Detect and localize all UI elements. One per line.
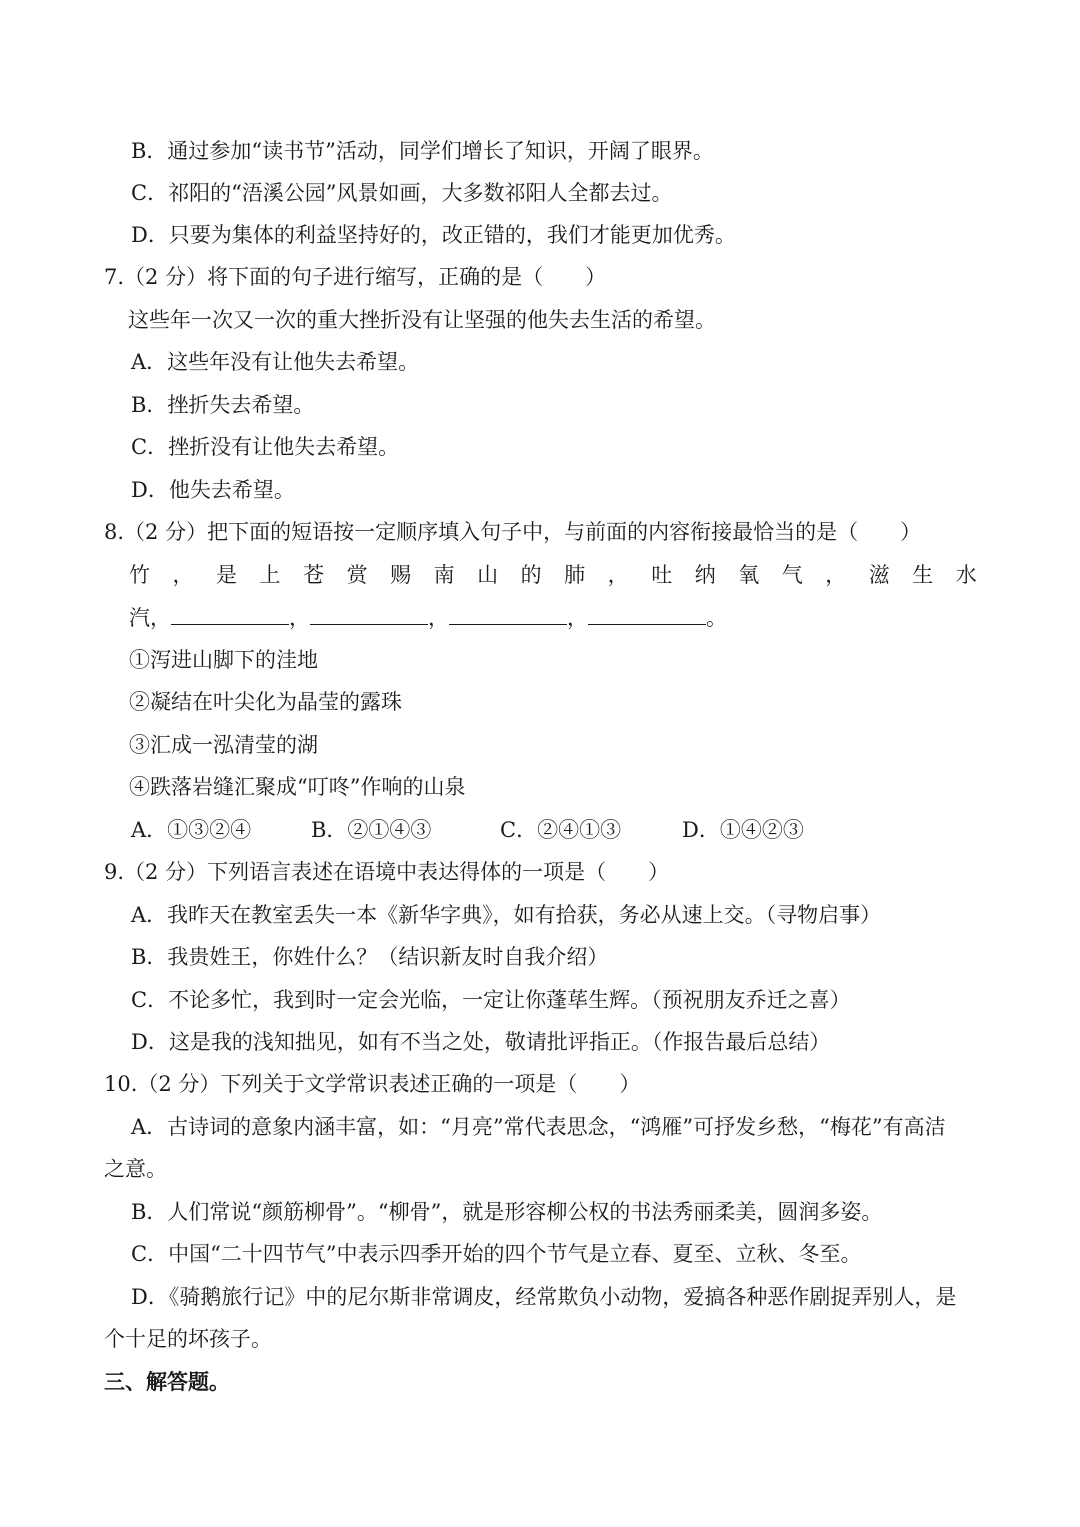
passage-char: 是 xyxy=(216,563,238,587)
passage-char: 上 xyxy=(259,563,281,587)
passage-separator: ， xyxy=(567,606,588,630)
q9-option-c: C．不论多忙，我到时一定会光临，一定让你蓬荜生辉。（预祝朋友乔迁之喜） xyxy=(131,988,851,1012)
fill-blank xyxy=(310,604,428,625)
passage-separator: ， xyxy=(289,606,310,630)
passage-char: 赐 xyxy=(390,563,412,587)
passage-end: 。 xyxy=(706,606,727,630)
q9-option-d: D．这是我的浅知拙见，如有不当之处，敬请批评指正。（作报告最后总结） xyxy=(131,1030,831,1054)
q6-option-d: D．只要为集体的利益坚持好的，改正错的，我们才能更加优秀。 xyxy=(131,223,736,247)
q10-option-c: C．中国“二十四节气”中表示四季开始的四个节气是立春、夏至、立秋、冬至。 xyxy=(131,1242,862,1266)
passage-char: ， xyxy=(825,563,847,587)
q8-stem: 8.（2 分）把下面的短语按一定顺序填入句子中，与前面的内容衔接最恰当的是（ ） xyxy=(104,520,922,544)
q7-option-a: A．这些年没有让他失去希望。 xyxy=(131,350,420,374)
passage-char: 竹 xyxy=(129,563,150,587)
q10-option-a-line2: 之意。 xyxy=(104,1157,167,1181)
q10-option-d-line2: 个十足的坏孩子。 xyxy=(104,1327,272,1351)
q8-passage-line1 xyxy=(129,561,977,589)
passage-char: ， xyxy=(607,563,629,587)
q8-phrase-4: ④跌落岩缝汇聚成“叮咚”作响的山泉 xyxy=(129,775,466,799)
q8-phrase-2: ②凝结在叶尖化为晶莹的露珠 xyxy=(129,690,402,714)
q8-phrase-3: ③汇成一泓清莹的湖 xyxy=(129,733,318,757)
q7-stem: 7.（2 分）将下面的句子进行缩写，正确的是（ ） xyxy=(104,265,607,289)
q8-options xyxy=(0,816,1080,844)
q10-stem: 10.（2 分）下列关于文学常识表述正确的一项是（ ） xyxy=(104,1072,641,1096)
passage-char: 苍 xyxy=(303,563,325,587)
passage-char: 吐 xyxy=(651,563,673,587)
q9-stem: 9.（2 分）下列语言表述在语境中表达得体的一项是（ ） xyxy=(104,860,670,884)
passage-char: 的 xyxy=(520,563,542,587)
q9-option-a: A．我昨天在教室丢失一本《新华字典》，如有拾获，务必从速上交。（寻物启事） xyxy=(131,903,882,927)
q8-option-c: C．②④①③ xyxy=(500,818,622,842)
q8-passage-line2 xyxy=(129,604,727,632)
q6-option-c: C．祁阳的“浯溪公园”风景如画，大多数祁阳人全都去过。 xyxy=(131,181,673,205)
q10-option-d-line1: D．《骑鹅旅行记》中的尼尔斯非常调皮，经常欺负小动物，爱搞各种恶作剧捉弄别人，是 xyxy=(131,1285,957,1309)
section-heading: 三、解答题。 xyxy=(104,1369,230,1394)
q9-option-b: B．我贵姓王，你姓什么？（结识新友时自我介绍） xyxy=(131,945,609,969)
fill-blank xyxy=(588,604,706,625)
q6-option-b: B．通过参加“读书节”活动，同学们增长了知识，开阔了眼界。 xyxy=(131,139,714,163)
passage-char: 纳 xyxy=(694,563,716,587)
passage-char: 水 xyxy=(955,563,977,587)
q8-option-d: D．①④②③ xyxy=(682,818,804,842)
q7-option-c: C．挫折没有让他失去希望。 xyxy=(131,435,400,459)
passage-char: 氧 xyxy=(738,563,760,587)
passage-separator: ， xyxy=(428,606,449,630)
q7-sentence: 这些年一次又一次的重大挫折没有让坚强的他失去生活的希望。 xyxy=(128,308,716,332)
passage-char: 山 xyxy=(477,563,499,587)
passage-char: 生 xyxy=(912,563,934,587)
fill-blank xyxy=(449,604,567,625)
q10-option-a-line1: A．古诗词的意象内涵丰富，如：“月亮”常代表思念，“鸿雁”可抒发乡愁，“梅花”有高洁 xyxy=(131,1115,946,1139)
passage-char: ， xyxy=(172,563,194,587)
fill-blank xyxy=(171,604,289,625)
passage-start: 汽， xyxy=(129,606,171,630)
passage-char: 赏 xyxy=(346,563,368,587)
q8-phrase-1: ①泻进山脚下的洼地 xyxy=(129,648,318,672)
q7-option-d: D．他失去希望。 xyxy=(131,478,295,502)
q10-option-b: B．人们常说“颜筋柳骨”。“柳骨”，就是形容柳公权的书法秀丽柔美，圆润多姿。 xyxy=(131,1200,883,1224)
q8-option-b: B．②①④③ xyxy=(311,818,432,842)
passage-char: 肺 xyxy=(564,563,586,587)
passage-char: 滋 xyxy=(868,563,890,587)
q7-option-b: B．挫折失去希望。 xyxy=(131,393,315,417)
passage-char: 南 xyxy=(433,563,455,587)
passage-char: 气 xyxy=(781,563,803,587)
q8-option-a: A．①③②④ xyxy=(131,818,252,842)
